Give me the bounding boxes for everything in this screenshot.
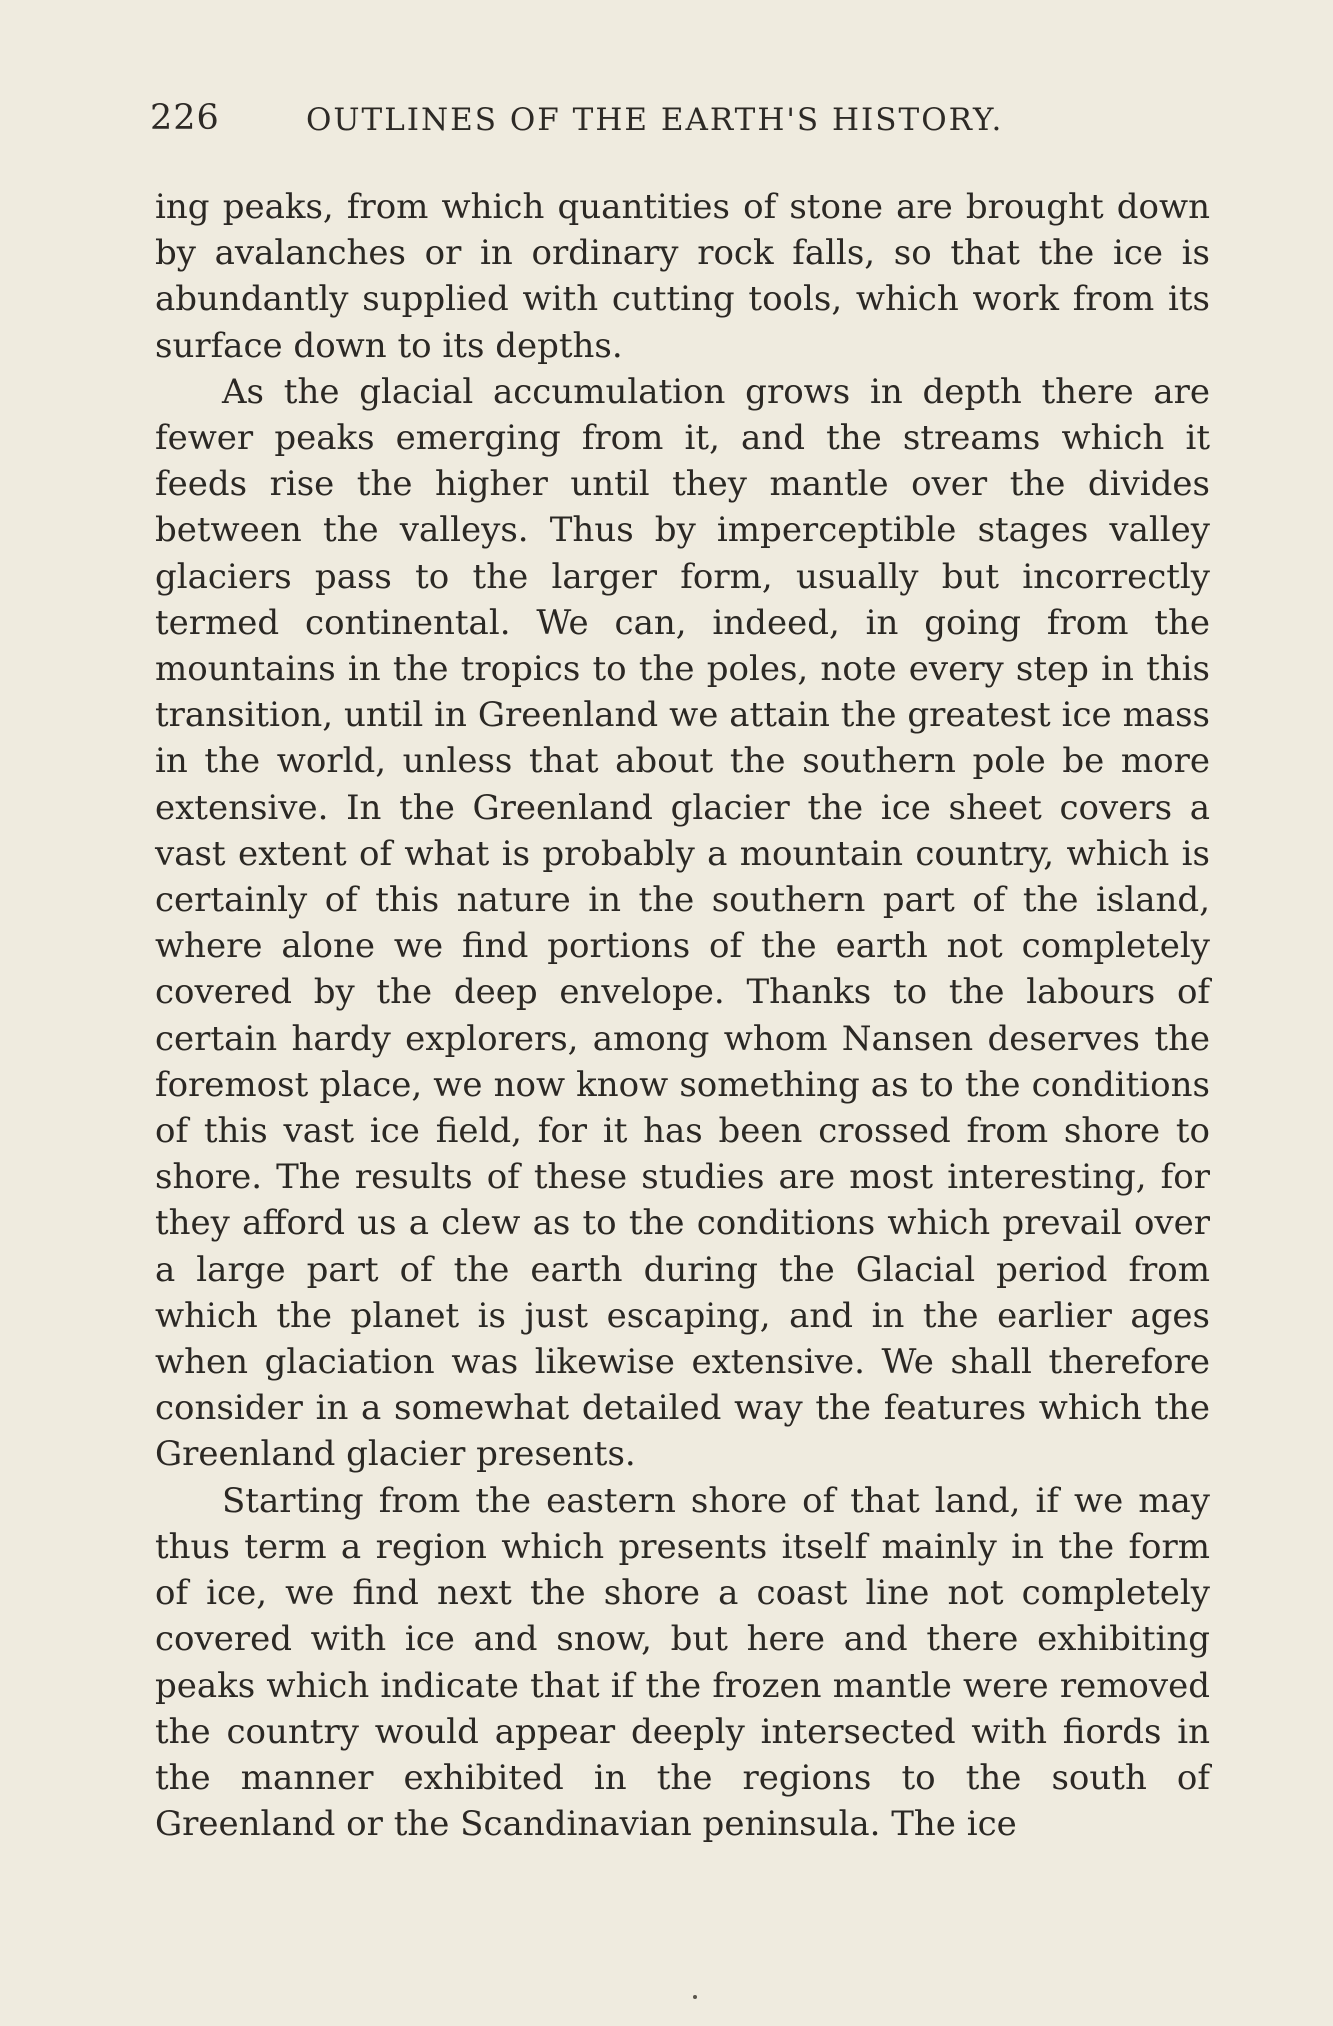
paragraph-1: ing peaks, from which quantities of stone are brought down by avalanches or in ordinary rock falls, so that the ice is abundantly supplied with cutting tools, which work from its surface down to its depths.: [155, 187, 1210, 366]
paragraph-3: Starting from the eastern shore of that land, if we may thus term a region which presents itself mainly in the form of ice, we find next the shore a coast line not completely covered with ice and snow, but here and there exhibiting peaks which indicate that if the frozen mantle were removed the country would appear deeply intersected with fiords in the manner exhibited in the regions to the south of Greenland or the Scandinavian peninsula. The ice: [155, 1480, 1210, 1845]
body-text: [155, 184, 1210, 1847]
running-head: [150, 98, 1210, 148]
page-number: 226: [150, 98, 220, 138]
paper-speck: [693, 1995, 697, 1999]
running-title: OUTLINES OF THE EARTH'S HISTORY.: [306, 102, 1004, 138]
paragraph-2: As the glacial accumulation grows in depth there are fewer peaks emerging from it, and the streams which it feeds rise the higher until they mantle over the divides between the valleys. Thus by imperceptible stages valley glaciers pass to the larger form, usually but incorrectly termed continental. We can, indeed, in going from the mountains in the tropics to the poles, note every step in this transition, until in Greenland we attain the greatest ice mass in the world, unless that about the southern pole be more extensive. In the Greenland glacier the ice sheet covers a vast extent of what is probably a mountain country, which is certainly of this nature in the southern part of the island, where alone we find portions of the earth not completely covered by the deep envelope. Thanks to the labours of certain hardy explorers, among whom Nansen deserves the foremost place, we now know something as to the conditions of this vast ice field, for it has been crossed from shore to shore. The results of these studies are most interesting, for they afford us a clew as to the conditions which prevail over a large part of the earth during the Glacial period from which the planet is just escaping, and in the earlier ages when glaciation was likewise extensive. We shall therefore consider in a somewhat detailed way the features which the Greenland glacier presents.: [155, 371, 1210, 1475]
